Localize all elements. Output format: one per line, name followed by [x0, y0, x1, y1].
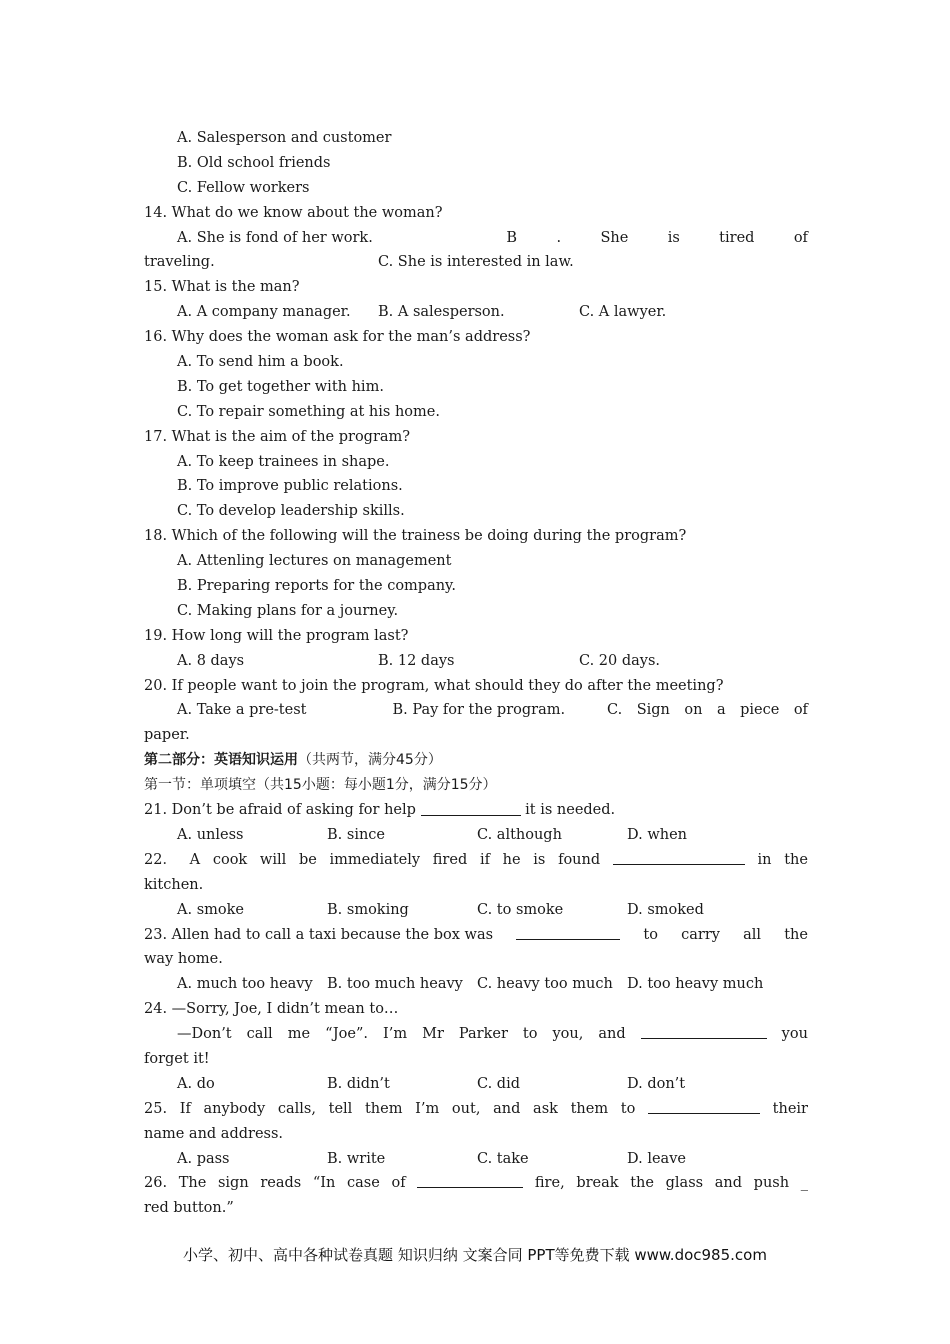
- q25-options: [144, 1147, 808, 1172]
- q22-word: immediately: [329, 851, 421, 868]
- q20-option-c-word: Sign: [636, 702, 670, 719]
- q24-word: —Don’t: [177, 1026, 232, 1043]
- q20-option-a: A. Take a pre-test: [177, 702, 307, 719]
- q25-stem-cont: name and address.: [144, 1125, 284, 1142]
- q17-option-a: A. To keep trainees in shape.: [177, 453, 390, 470]
- q25-word: out,: [451, 1100, 481, 1117]
- q21-stem-post: it is needed.: [525, 802, 616, 819]
- q21-stem-pre: 21. Don’t be afraid of asking for help: [144, 802, 416, 819]
- q25-word: I’m: [415, 1100, 440, 1117]
- q24-option-d: D. don’t: [627, 1075, 686, 1092]
- q22-word: fired: [432, 851, 468, 868]
- q25-blank: [648, 1097, 760, 1114]
- q25-word: anybody: [203, 1100, 266, 1117]
- section-title-note: （共两节，满分45分）: [298, 752, 442, 769]
- q22-word: A: [189, 851, 201, 868]
- q19-option-a: A. 8 days: [177, 652, 245, 669]
- q25-option-d: D. leave: [627, 1150, 686, 1167]
- q22-word: 22．: [144, 851, 177, 868]
- q20-option-b: B. Pay for the program.: [392, 702, 566, 719]
- q25-word: to: [620, 1100, 636, 1117]
- q24-options: [144, 1072, 808, 1097]
- q25-word: calls,: [277, 1100, 316, 1117]
- q24-word: call: [246, 1026, 273, 1043]
- q24-line2: [144, 1022, 808, 1047]
- q23-option-c: C. heavy too much: [477, 976, 613, 993]
- q22-option-d: D. smoked: [627, 901, 704, 918]
- q25-option-c: C. take: [477, 1150, 529, 1167]
- q15-option-a: A. A company manager.: [177, 304, 351, 321]
- section-title: 第二部分：英语知识运用: [144, 752, 298, 769]
- q14-option-c: C. She is interested in law.: [378, 254, 574, 271]
- q14-options-line: [144, 226, 808, 251]
- q22-option-b: B. smoking: [327, 901, 409, 918]
- q25-option-a: A. pass: [177, 1150, 230, 1167]
- q24-line2-cont: forget it!: [144, 1050, 210, 1067]
- q26-word: break: [576, 1175, 619, 1192]
- q14-stem: 14. What do we know about the woman?: [144, 204, 443, 221]
- q14-option-b-letter: B: [506, 229, 518, 246]
- q24-line1: 24. —Sorry, Joe, I didn’t mean to…: [144, 1001, 399, 1018]
- q22-word: he: [502, 851, 521, 868]
- q18-option-c: C. Making plans for a journey.: [177, 602, 399, 619]
- q19-stem: 19. How long will the program last?: [144, 627, 409, 644]
- q24-word: Parker: [458, 1026, 508, 1043]
- section-part-heading: 第一节：单项填空（共15小题：每小题1分，满分15分）: [144, 777, 497, 794]
- q20-option-c-word: of: [793, 702, 808, 719]
- q26-word: The: [178, 1175, 207, 1192]
- q24-word: to: [522, 1026, 538, 1043]
- q22-word: found: [558, 851, 601, 868]
- page-footer: 小学、初中、高中各种试卷真题 知识归纳 文案合同 PPT等免费下载 www.doc985.com: [183, 1246, 767, 1264]
- q23-word: carry: [681, 926, 720, 943]
- q24-word: Mr: [422, 1026, 444, 1043]
- q14-option-b-word: She: [600, 229, 629, 246]
- q19-options: [144, 649, 808, 674]
- q24-word: I’m: [383, 1026, 408, 1043]
- q24-word: you,: [552, 1026, 584, 1043]
- q21-option-c: C. although: [477, 826, 562, 843]
- q26-word: push: [753, 1175, 790, 1192]
- q26-stem-cont: red button.”: [144, 1200, 234, 1217]
- q15-stem: 15. What is the man?: [144, 279, 300, 296]
- q20-option-c-word: on: [684, 702, 703, 719]
- q18-stem: 18. Which of the following will the trainess be doing during the program?: [144, 528, 687, 545]
- q26-word: the: [630, 1175, 654, 1192]
- q25-word: them: [570, 1100, 609, 1117]
- q16-option-b: B. To get together with him.: [177, 378, 384, 395]
- q25-stem: [144, 1097, 808, 1122]
- q21-stem: [144, 798, 808, 823]
- q22-option-a: A. smoke: [177, 901, 244, 918]
- q18-option-a: A. Attenling lectures on management: [177, 553, 452, 570]
- q16-stem: 16. Why does the woman ask for the man’s address?: [144, 329, 531, 346]
- q24-word: “Joe”.: [325, 1026, 368, 1043]
- q13-option-c: C. Fellow workers: [177, 179, 310, 196]
- q26-word: reads: [260, 1175, 302, 1192]
- q25-word: them: [364, 1100, 403, 1117]
- q21-options: [144, 823, 808, 848]
- q23-word: all: [743, 926, 762, 943]
- q25-word: ask: [533, 1100, 558, 1117]
- q22-stem-cont: kitchen.: [144, 876, 204, 893]
- q14-option-b-word: tired: [719, 229, 755, 246]
- q14-option-b-cont: traveling.: [144, 254, 215, 271]
- q26-blank: [417, 1171, 523, 1188]
- q25-word: tell: [328, 1100, 353, 1117]
- q24-word: and: [598, 1026, 626, 1043]
- q15-options: [144, 300, 808, 325]
- q23-options: [144, 972, 808, 997]
- q25-option-b: B. write: [327, 1150, 386, 1167]
- q21-blank: [421, 799, 521, 816]
- q17-option-b: B. To improve public relations.: [177, 478, 403, 495]
- q21-option-d: D. when: [627, 826, 687, 843]
- q17-stem: 17. What is the aim of the program?: [144, 428, 411, 445]
- q22-blank: [613, 848, 745, 865]
- q24-word: me: [287, 1026, 311, 1043]
- q19-option-b: B. 12 days: [378, 652, 455, 669]
- q25-word: If: [179, 1100, 191, 1117]
- q23-word: to: [643, 926, 658, 943]
- q26-word: sign: [217, 1175, 249, 1192]
- q20-options-line: [144, 698, 808, 723]
- q25-word: their: [772, 1100, 808, 1117]
- q14-option-b-word: of: [793, 229, 808, 246]
- q22-word: the: [784, 851, 808, 868]
- q14-option-b-dot: .: [556, 229, 562, 246]
- q26-word: and: [714, 1175, 743, 1192]
- q15-option-c: C. A lawyer.: [579, 304, 667, 321]
- q23-option-b: B. too much heavy: [327, 976, 463, 993]
- q22-word: if: [479, 851, 490, 868]
- q26-word: fire,: [534, 1175, 565, 1192]
- q18-option-b: B. Preparing reports for the company.: [177, 578, 456, 595]
- q26-word: _: [800, 1175, 808, 1192]
- section-heading: [144, 748, 808, 773]
- q24-option-b: B. didn’t: [327, 1075, 390, 1092]
- q15-option-b: B. A salesperson.: [378, 304, 505, 321]
- q16-option-c: C. To repair something at his home.: [177, 403, 440, 420]
- q14-option-b-word: is: [667, 229, 680, 246]
- q26-stem: [144, 1171, 808, 1196]
- q24-option-c: C. did: [477, 1075, 520, 1092]
- q13-option-a: A. Salesperson and customer: [177, 130, 392, 146]
- q26-word: case: [347, 1175, 380, 1192]
- q22-word: cook: [212, 851, 248, 868]
- q20-stem: 20. If people want to join the program, what should they do after the meeting?: [144, 677, 724, 694]
- q24-blank: [641, 1022, 767, 1039]
- q20-option-c-cont: paper.: [144, 727, 190, 744]
- q25-word: and: [493, 1100, 521, 1117]
- q23-stem-pre: 23. Allen had to call a taxi because the box was: [144, 926, 494, 943]
- q20-option-c-letter: C.: [607, 702, 623, 719]
- q26-word: glass: [665, 1175, 704, 1192]
- q22-word: will: [259, 851, 287, 868]
- q24-word: you: [781, 1026, 808, 1043]
- q13-option-b: B. Old school friends: [177, 154, 331, 171]
- q24-option-a: A. do: [177, 1075, 215, 1092]
- q20-option-c-word: a: [716, 702, 726, 719]
- exam-page: [144, 126, 808, 1221]
- q23-stem: [144, 923, 808, 948]
- q19-option-c: C. 20 days.: [579, 652, 661, 669]
- q22-stem: [144, 848, 808, 873]
- q23-blank: [516, 923, 620, 940]
- q20-option-c-word: piece: [740, 702, 780, 719]
- q26-word: “In: [312, 1175, 336, 1192]
- q17-option-c: C. To develop leadership skills.: [177, 503, 405, 520]
- q23-stem-cont: way home.: [144, 951, 223, 968]
- q22-options: [144, 898, 808, 923]
- q22-word: in: [757, 851, 772, 868]
- q14-option-a: A. She is fond of her work.: [177, 229, 373, 246]
- q14-options-cont: [144, 250, 808, 275]
- q22-option-c: C. to smoke: [477, 901, 564, 918]
- q22-word: is: [533, 851, 546, 868]
- q23-option-d: D. too heavy much: [627, 976, 764, 993]
- q26-word: 26.: [144, 1175, 168, 1192]
- q25-word: 25.: [144, 1100, 168, 1117]
- q16-option-a: A. To send him a book.: [177, 354, 344, 371]
- q22-word: be: [298, 851, 317, 868]
- q21-option-a: A. unless: [177, 826, 244, 843]
- q23-word: the: [784, 926, 808, 943]
- q23-option-a: A. much too heavy: [177, 976, 313, 993]
- q26-word: of: [391, 1175, 406, 1192]
- q21-option-b: B. since: [327, 826, 385, 843]
